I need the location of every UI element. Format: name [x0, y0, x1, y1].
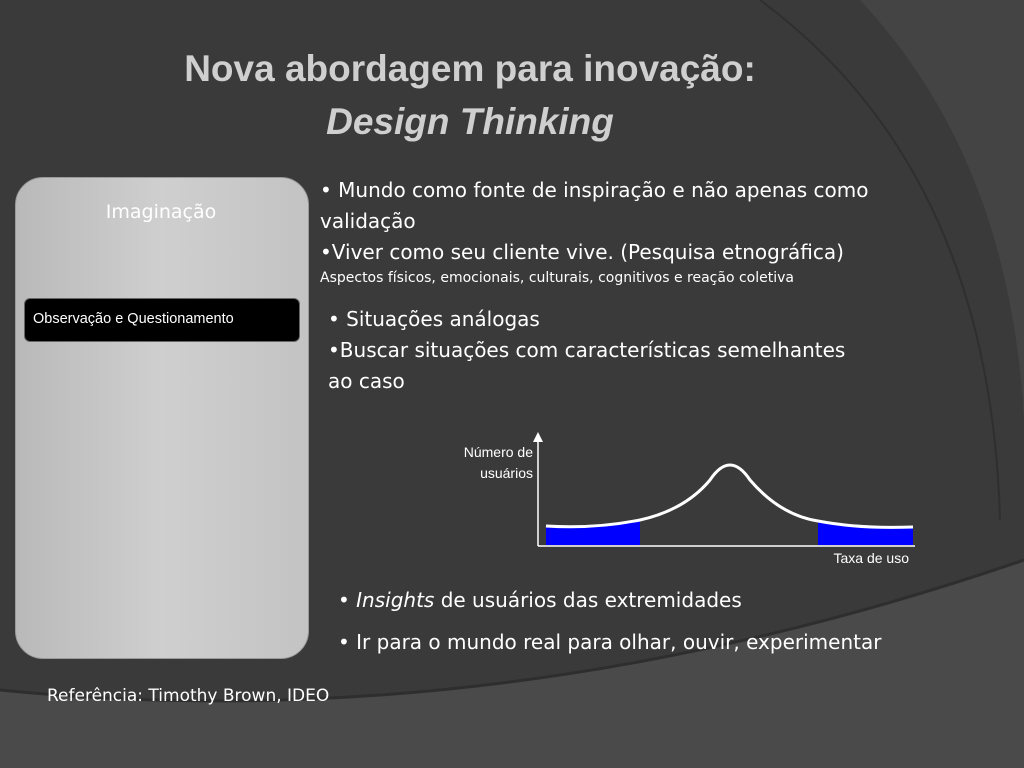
bullet-real-world: • Ir para o mundo real para olhar, ouvir, experimentar — [338, 630, 882, 654]
y-axis-arrow — [533, 432, 543, 442]
bullet-block-2 — [328, 304, 968, 397]
imagination-panel — [15, 177, 309, 659]
bullet-2-line-3: ao caso — [328, 369, 405, 393]
usage-distribution-chart — [420, 430, 940, 575]
bullet-3-marker: • — [338, 588, 350, 612]
bell-curve — [546, 465, 913, 527]
panel-title: Imaginação — [105, 201, 217, 223]
step-label-box: Observação e Questionamento — [24, 298, 300, 342]
slide-title: Nova abordagem para inovação: — [184, 48, 756, 89]
bullet-1-line-1: • Mundo como fonte de inspiração e não apenas como — [320, 178, 869, 202]
y-axis-label-line-1: Número de — [463, 444, 533, 460]
reference-footer: Referência: Timothy Brown, IDEO — [47, 686, 330, 706]
bullet-1-line-3: •Viver como seu cliente vive. (Pesquisa etnográfica) — [320, 240, 844, 264]
bullet-3-italic: Insights — [356, 588, 435, 612]
x-axis-label: Taxa de uso — [833, 550, 909, 566]
y-axis-label-line-2: usuários — [480, 465, 533, 481]
bullet-2-line-1: • Situações análogas — [328, 307, 540, 331]
bullet-3-rest: de usuários das extremidades — [440, 588, 742, 612]
slide-subtitle: Design Thinking — [326, 101, 614, 142]
bullet-2-line-2: •Buscar situações com características semelhantes — [328, 338, 846, 362]
bullet-1-note: Aspectos físicos, emocionais, culturais, cognitivos e reação coletiva — [320, 270, 794, 286]
bullet-1-line-2: validação — [320, 209, 416, 233]
bullet-insights — [338, 585, 998, 616]
bullet-block-1 — [320, 175, 960, 288]
